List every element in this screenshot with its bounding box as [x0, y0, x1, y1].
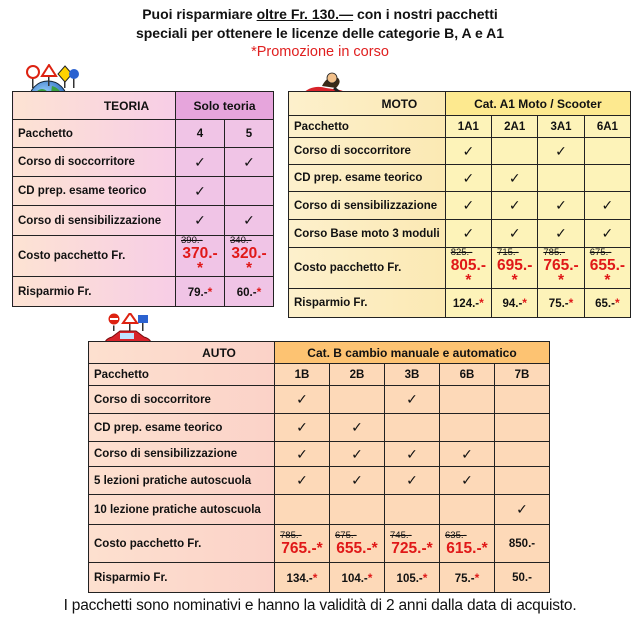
- check-icon: ✓: [555, 197, 567, 213]
- package-column-header: 1B: [275, 364, 330, 386]
- asterisk: *: [316, 540, 323, 557]
- feature-cell: [225, 206, 274, 236]
- package-column-header: 6A1: [584, 116, 630, 138]
- feature-cell: [275, 495, 330, 525]
- headline: [0, 6, 640, 22]
- old-price: 745.-: [390, 530, 412, 541]
- headline-amount: oltre Fr. 130.—: [256, 6, 354, 22]
- feature-cell: [445, 220, 491, 248]
- check-icon: ✓: [296, 472, 308, 488]
- savings-value: 65.-: [595, 298, 615, 310]
- check-icon: ✓: [194, 212, 206, 228]
- check-icon: ✓: [406, 391, 418, 407]
- feature-cell: [445, 138, 491, 165]
- savings-cell: [445, 289, 491, 318]
- package-column-header: 3B: [385, 364, 440, 386]
- feature-cell: [445, 192, 491, 220]
- old-price: 825.-: [450, 247, 473, 258]
- check-icon: ✓: [462, 197, 475, 213]
- teoria-title: TEORIA: [13, 92, 176, 120]
- feature-cell: [330, 467, 385, 495]
- asterisk: *: [196, 260, 204, 277]
- price-cell: [445, 248, 491, 289]
- asterisk: *: [474, 570, 480, 585]
- feature-cell: [445, 165, 491, 192]
- savings-value: 105.-: [396, 572, 423, 585]
- row-label: Corso di soccorritore: [13, 148, 176, 177]
- feature-cell: [275, 442, 330, 467]
- row-label: 5 lezioni pratiche autoscuola: [89, 467, 275, 495]
- savings-value: 75.-: [454, 572, 475, 585]
- row-label-savings: Risparmio Fr.: [289, 289, 446, 318]
- feature-cell: [330, 414, 385, 442]
- new-price: 655.-*: [336, 540, 378, 557]
- price-cell: [440, 525, 495, 563]
- row-label-pacchetto: Pacchetto: [89, 364, 275, 386]
- price-cell: [176, 236, 225, 277]
- check-icon: ✓: [351, 445, 363, 462]
- feature-cell: [330, 386, 385, 414]
- savings-value: 75.-: [548, 298, 569, 310]
- new-price: 655.-*: [589, 257, 626, 289]
- check-icon: ✓: [508, 225, 521, 241]
- feature-cell: [495, 495, 550, 525]
- old-price: 785.-: [543, 247, 566, 258]
- savings-cell: [225, 277, 274, 307]
- auto-title: AUTO: [89, 342, 275, 364]
- asterisk: *: [207, 284, 213, 299]
- feature-cell: [495, 467, 550, 495]
- old-price: 635.-: [445, 530, 467, 541]
- check-icon: ✓: [296, 445, 308, 462]
- old-price: 785.-: [280, 530, 302, 541]
- new-price: 615.-*: [446, 540, 488, 557]
- asterisk: *: [604, 272, 611, 289]
- feature-cell: [440, 386, 495, 414]
- feature-cell: [385, 467, 440, 495]
- feature-cell: [492, 165, 538, 192]
- row-label: Corso Base moto 3 moduli: [289, 220, 446, 248]
- asterisk: *: [479, 296, 484, 310]
- new-price: 805.-*: [450, 257, 487, 289]
- new-price: 370.-*: [182, 245, 218, 277]
- package-column-header: 3A1: [538, 116, 584, 138]
- feature-cell: [275, 467, 330, 495]
- headline-post: con i nostri pacchetti: [353, 6, 498, 22]
- savings-cell: [495, 563, 550, 593]
- check-icon: ✓: [351, 472, 363, 488]
- price-cell: [492, 248, 538, 289]
- feature-cell: [495, 386, 550, 414]
- row-label-savings: Risparmio Fr.: [89, 563, 275, 593]
- feature-cell: [584, 220, 630, 248]
- headline-pre: Puoi risparmiare: [142, 6, 257, 22]
- package-column-header: 2B: [330, 364, 385, 386]
- row-label: CD prep. esame teorico: [13, 177, 176, 206]
- feature-cell: [440, 495, 495, 525]
- check-icon: ✓: [243, 153, 255, 170]
- feature-cell: [538, 192, 584, 220]
- feature-cell: [492, 220, 538, 248]
- row-label: Corso di soccorritore: [289, 138, 446, 165]
- savings-cell: [584, 289, 630, 318]
- row-label: Corso di sensibilizzazione: [89, 442, 275, 467]
- feature-cell: [492, 192, 538, 220]
- row-label-cost: Costo pacchetto Fr.: [13, 236, 176, 277]
- new-price: 320.-*: [231, 245, 267, 277]
- feature-cell: [440, 467, 495, 495]
- check-icon: ✓: [462, 225, 475, 241]
- feature-cell: [584, 138, 630, 165]
- price-cell: [385, 525, 440, 563]
- savings-value: 60.-: [236, 286, 257, 299]
- price-cell: [538, 248, 584, 289]
- feature-cell: [385, 414, 440, 442]
- row-label: CD prep. esame teorico: [89, 414, 275, 442]
- check-icon: ✓: [461, 445, 473, 462]
- check-icon: ✓: [296, 419, 308, 435]
- asterisk: *: [371, 540, 378, 557]
- feature-cell: [492, 138, 538, 165]
- price-cell: [584, 248, 630, 289]
- row-label-savings: Risparmio Fr.: [13, 277, 176, 307]
- package-column-header: 7B: [495, 364, 550, 386]
- feature-cell: [275, 386, 330, 414]
- teoria-table: [12, 91, 274, 307]
- feature-cell: [440, 414, 495, 442]
- asterisk: *: [568, 296, 574, 310]
- package-column-header: 6B: [440, 364, 495, 386]
- old-price: 675.-: [335, 530, 357, 541]
- new-price: 725.-*: [391, 540, 433, 557]
- feature-cell: [385, 442, 440, 467]
- asterisk: *: [558, 272, 565, 289]
- feature-cell: [275, 414, 330, 442]
- asterisk: *: [367, 570, 373, 585]
- asterisk: *: [522, 296, 527, 310]
- feature-cell: [225, 177, 274, 206]
- price-cell: [330, 525, 385, 563]
- asterisk: *: [481, 540, 488, 557]
- feature-cell: [330, 442, 385, 467]
- feature-cell: [176, 206, 225, 236]
- feature-cell: [176, 148, 225, 177]
- check-icon: ✓: [462, 142, 475, 159]
- check-icon: ✓: [508, 197, 521, 213]
- feature-cell: [440, 442, 495, 467]
- asterisk: *: [245, 260, 253, 277]
- check-icon: ✓: [601, 197, 614, 213]
- savings-value: 50.-: [512, 571, 532, 584]
- savings-cell: [492, 289, 538, 318]
- check-icon: ✓: [194, 153, 206, 170]
- moto-title: MOTO: [289, 92, 446, 116]
- plain-price: 850.-: [508, 537, 536, 550]
- asterisk: *: [256, 284, 262, 299]
- check-icon: ✓: [516, 501, 528, 517]
- price-cell: [275, 525, 330, 563]
- check-icon: ✓: [601, 225, 614, 241]
- new-price: 765.-*: [281, 540, 323, 557]
- price-cell: [225, 236, 274, 277]
- check-icon: ✓: [555, 142, 567, 159]
- savings-value: 94.-: [502, 298, 523, 310]
- asterisk: *: [614, 296, 620, 310]
- promo-note: *Promozione in corso: [251, 44, 389, 60]
- row-label-cost: Costo pacchetto Fr.: [289, 248, 446, 289]
- check-icon: ✓: [296, 391, 308, 407]
- package-column-header: 2A1: [492, 116, 538, 138]
- new-price: 695.-*: [497, 257, 533, 289]
- feature-cell: [176, 177, 225, 206]
- feature-cell: [584, 192, 630, 220]
- row-label-cost: Costo pacchetto Fr.: [89, 525, 275, 563]
- asterisk: *: [422, 570, 428, 585]
- check-icon: ✓: [194, 182, 206, 199]
- new-price: 765.-*: [543, 257, 579, 289]
- savings-cell: [330, 563, 385, 593]
- old-price: 675.-: [589, 247, 612, 258]
- feature-cell: [538, 220, 584, 248]
- row-label: Corso di sensibilizzazione: [13, 206, 176, 236]
- savings-value: 104.-: [341, 572, 368, 585]
- feature-cell: [225, 148, 274, 177]
- check-icon: ✓: [406, 445, 418, 462]
- asterisk: *: [511, 272, 518, 289]
- savings-cell: [538, 289, 584, 318]
- savings-cell: [275, 563, 330, 593]
- savings-cell: [440, 563, 495, 593]
- savings-value: 79.-: [187, 286, 208, 299]
- check-icon: ✓: [555, 225, 567, 241]
- old-price: 340.-: [230, 235, 252, 246]
- feature-cell: [385, 495, 440, 525]
- savings-value: 124.-: [452, 298, 480, 310]
- check-icon: ✓: [508, 169, 521, 186]
- row-label: 10 lezione pratiche autoscuola: [89, 495, 275, 525]
- package-column-header: 1A1: [445, 116, 491, 138]
- feature-cell: [584, 165, 630, 192]
- feature-cell: [538, 138, 584, 165]
- savings-cell: [385, 563, 440, 593]
- old-price: 715.-: [497, 247, 519, 258]
- feature-cell: [495, 414, 550, 442]
- feature-cell: [385, 386, 440, 414]
- check-icon: ✓: [406, 472, 418, 488]
- old-price: 390.-: [181, 235, 203, 246]
- auto-group-header: Cat. B cambio manuale e automatico: [275, 342, 550, 364]
- feature-cell: [330, 495, 385, 525]
- row-label: Corso di soccorritore: [89, 386, 275, 414]
- moto-table: [288, 91, 631, 318]
- row-label-pacchetto: Pacchetto: [289, 116, 446, 138]
- check-icon: ✓: [462, 169, 475, 186]
- row-label-pacchetto: Pacchetto: [13, 120, 176, 148]
- teoria-group-header: Solo teoria: [176, 92, 274, 120]
- check-icon: ✓: [351, 419, 363, 435]
- check-icon: ✓: [243, 212, 255, 228]
- row-label: CD prep. esame teorico: [289, 165, 446, 192]
- savings-value: 134.-: [286, 572, 313, 585]
- package-column-header: 4: [176, 120, 225, 148]
- feature-cell: [495, 442, 550, 467]
- subheadline: speciali per ottenere le licenze delle categorie B, A e A1: [135, 25, 505, 41]
- auto-table: [88, 341, 550, 593]
- feature-cell: [538, 165, 584, 192]
- check-icon: ✓: [461, 472, 473, 488]
- asterisk: *: [426, 540, 433, 557]
- package-column-header: 5: [225, 120, 274, 148]
- moto-group-header: Cat. A1 Moto / Scooter: [445, 92, 630, 116]
- asterisk: *: [465, 272, 472, 289]
- row-label: Corso di sensibilizzazione: [289, 192, 446, 220]
- price-cell: [495, 525, 550, 563]
- savings-cell: [176, 277, 225, 307]
- asterisk: *: [312, 570, 318, 585]
- footer-note: I pacchetti sono nominativi e hanno la validità di 2 anni dalla data di acquisto.: [63, 597, 577, 614]
